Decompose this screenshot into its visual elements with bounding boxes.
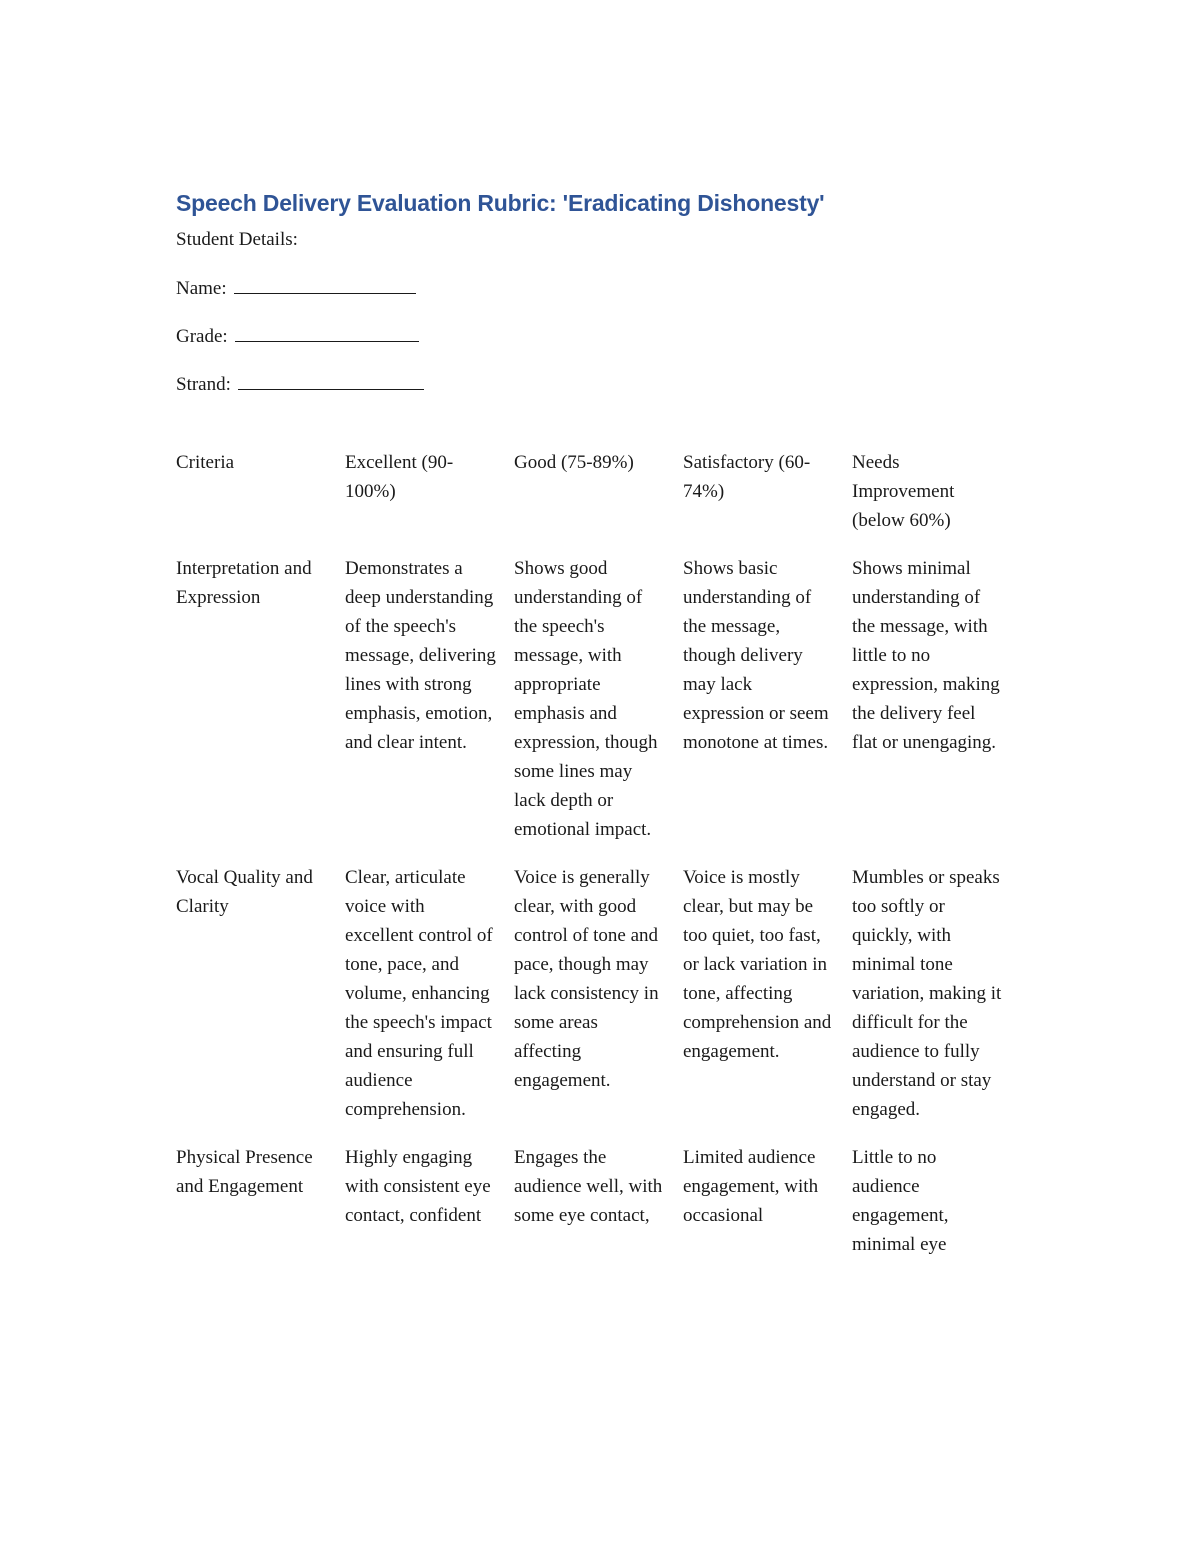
descriptor-text: Little to no audience engagement, minimal eye [852, 1147, 949, 1255]
header-criteria-text: Criteria [176, 452, 235, 473]
cell-needs-improvement [852, 554, 1021, 863]
header-good [514, 448, 683, 554]
descriptor-text: Voice is mostly clear, but may be too quiet, too fast, or lack variation in tone, affecting comprehension and engagement. [683, 867, 832, 1062]
descriptor-text: Mumbles or speaks too softly or quickly, with minimal tone variation, making it difficult for the audience to fully understand or stay engaged. [852, 867, 1002, 1120]
descriptor-text: Shows good understanding of the speech's message, with appropriate emphasis and expression, though some lines may lack depth or emotional impact. [514, 558, 658, 840]
table-row [176, 1143, 1021, 1278]
grade-label: Grade: [176, 326, 228, 347]
descriptor-text: Shows minimal understanding of the message, with little to no expression, making the delivery feel flat or unengaging. [852, 558, 1000, 753]
criteria-physical-presence: Physical Presence and Engagement [176, 1147, 313, 1197]
grade-blank-line [235, 327, 419, 342]
descriptor-text: Shows basic understanding of the message, though delivery may lack expression or seem monotone at times. [683, 558, 829, 753]
header-excellent [345, 448, 514, 554]
header-good-text: Good (75-89%) [514, 452, 634, 473]
cell-excellent [345, 863, 514, 1143]
descriptor-text: Demonstrates a deep understanding of the speech's message, delivering lines with strong emphasis, emotion, and clear intent. [345, 558, 496, 753]
name-label: Name: [176, 278, 227, 299]
header-criteria [176, 448, 345, 554]
header-needs-improvement [852, 448, 1021, 554]
criteria-vocal-quality: Vocal Quality and Clarity [176, 867, 313, 917]
cell-needs-improvement [852, 863, 1021, 1143]
rubric-header-row [176, 448, 1021, 554]
strand-label: Strand: [176, 374, 231, 395]
cell-criteria [176, 863, 345, 1143]
strand-blank-line [238, 375, 424, 390]
document-title: Speech Delivery Evaluation Rubric: 'Eradicating Dishonesty' [176, 190, 825, 216]
header-satisfactory-text: Satisfactory (60-74%) [683, 452, 811, 502]
table-row [176, 863, 1021, 1143]
descriptor-text: Voice is generally clear, with good control of tone and pace, though may lack consistency in some areas affecting engagement. [514, 867, 659, 1091]
descriptor-text: Highly engaging with consistent eye contact, confident [345, 1147, 491, 1226]
cell-excellent [345, 554, 514, 863]
descriptor-text: Limited audience engagement, with occasional [683, 1147, 819, 1226]
name-field [176, 278, 416, 300]
table-row [176, 554, 1021, 863]
header-needs-improvement-text: Needs Improvement (below 60%) [852, 452, 955, 531]
cell-criteria [176, 1143, 345, 1278]
descriptor-text: Engages the audience well, with some eye contact, [514, 1147, 663, 1226]
header-excellent-text: Excellent (90-100%) [345, 452, 454, 502]
cell-criteria [176, 554, 345, 863]
cell-excellent [345, 1143, 514, 1278]
descriptor-text: Clear, articulate voice with excellent control of tone, pace, and volume, enhancing the speech's impact and ensuring full audience comprehension. [345, 867, 493, 1120]
rubric-table [176, 448, 1021, 1278]
cell-good [514, 1143, 683, 1278]
cell-good [514, 863, 683, 1143]
criteria-interpretation: Interpretation and Expression [176, 558, 312, 608]
cell-needs-improvement [852, 1143, 1021, 1278]
cell-good [514, 554, 683, 863]
grade-field [176, 326, 419, 348]
student-details-label: Student Details: [176, 229, 298, 250]
name-blank-line [234, 279, 416, 294]
cell-satisfactory [683, 863, 852, 1143]
cell-satisfactory [683, 554, 852, 863]
header-satisfactory [683, 448, 852, 554]
cell-satisfactory [683, 1143, 852, 1278]
strand-field [176, 374, 424, 396]
